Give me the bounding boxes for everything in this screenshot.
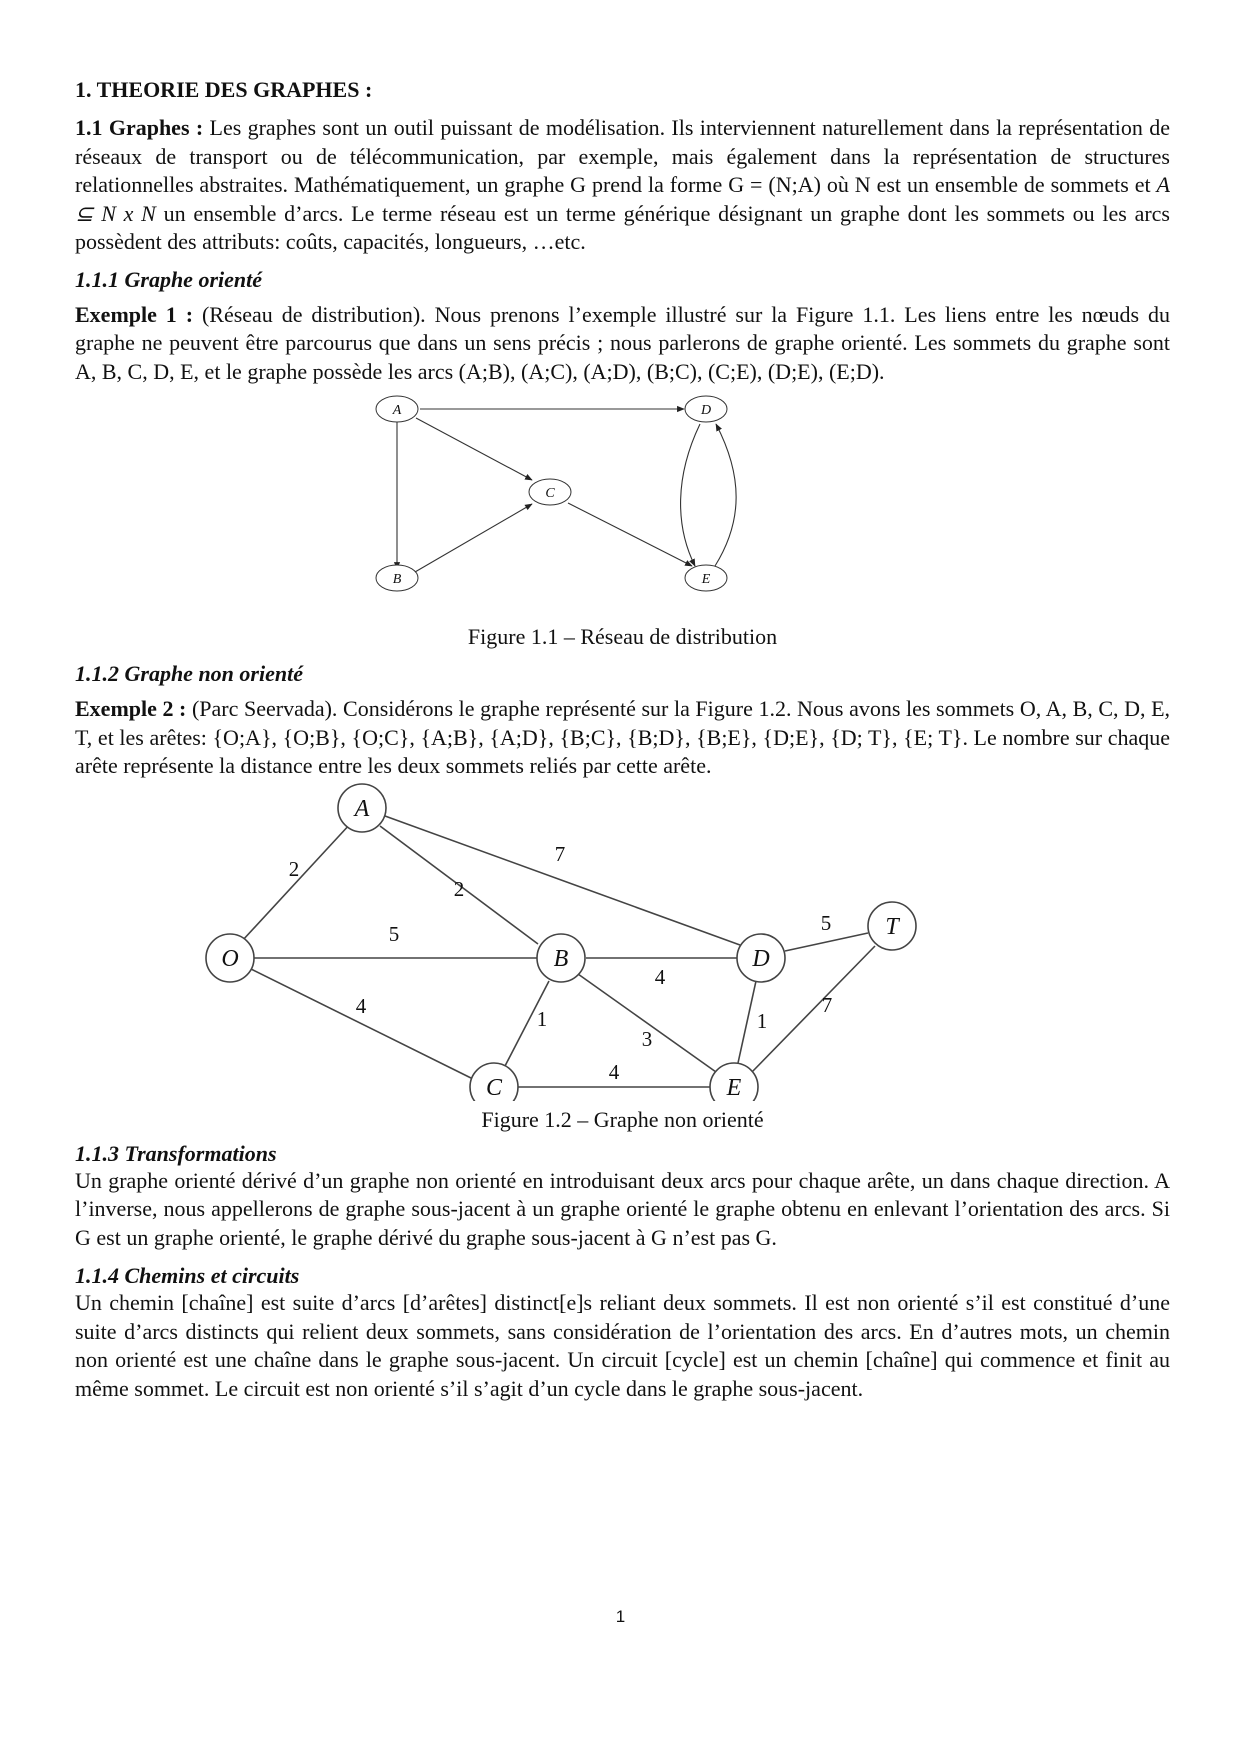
figure-1-1: [75, 386, 1170, 651]
heading-chemins-circuits: 1.1.4 Chemins et circuits: [75, 1263, 300, 1288]
weight-a-d: 7: [554, 841, 566, 866]
node-d-label-2: D: [752, 945, 770, 972]
weight-a-b: 2: [453, 876, 465, 901]
weight-b-e: 3: [641, 1026, 653, 1051]
heading-graphe-oriente: 1.1.1 Graphe orienté: [75, 266, 262, 292]
edge-a-d: [385, 816, 740, 945]
text-graphes-a: Les graphes sont un outil puissant de modélisation. Ils interviennent naturellement dans la représentation de réseaux de transport ou de télécommunication, par exemple, mais également dans la représentation de structures relationnelles abstraites. Mathématiquement, un graphe G prend la forme G = (N;A) où N est un ensemble de sommets et: [75, 115, 1170, 197]
arc-a-c: [416, 418, 532, 480]
arc-b-c: [415, 504, 532, 572]
text-exemple-1: (Réseau de distribution). Nous prenons l’exemple illustré sur la Figure 1.1. Les liens entre les nœuds du graphe ne peuvent être parcourus que dans un sens précis ; nous parlerons de graphe orienté. Les sommets du graphe sont A, B, C, D, E, et le graphe possède les arcs (A;B), (A;C), (A;D), (B;C), (C;E), (D;E), (E;D).: [75, 301, 1170, 384]
edge-d-e: [738, 981, 756, 1063]
document-page: [75, 76, 1170, 1403]
weight-e-t: 7: [821, 992, 833, 1017]
arc-c-e: [568, 503, 692, 566]
weight-o-b: 5: [388, 921, 400, 946]
weight-o-a: 2: [288, 856, 300, 881]
heading-transformations: 1.1.3 Transformations: [75, 1140, 277, 1166]
label-exemple-2: Exemple 2 :: [75, 696, 187, 721]
text-graphes-b: un ensemble d’arcs. Le terme réseau est un terme générique désignant un graphe dont les sommets ou les arcs possèdent des attributs: coûts, capacités, longueurs, …etc.: [75, 200, 1170, 254]
paragraph-exemple-2: [75, 695, 1170, 781]
node-t-label: T: [885, 913, 899, 940]
node-d-label: D: [700, 403, 712, 418]
weight-d-e: 1: [756, 1008, 768, 1033]
undirected-graph: [75, 781, 1170, 1101]
weight-c-e: 4: [608, 1059, 620, 1084]
directed-graph: [75, 386, 1170, 618]
paragraph-transformations: Un graphe orienté dérivé d’un graphe non orienté en introduisant deux arcs pour chaque arête, un dans chaque direction. A l’inverse, nous appellerons de graphe sous-jacent à un graphe orienté le graphe obtenu en enlevant l’orientation des arcs. Si G est un graphe orienté, le graphe dérivé du graphe sous-jacent à G n’est pas G.: [75, 1167, 1170, 1250]
node-e-label-2: E: [726, 1074, 742, 1101]
weight-b-c: 1: [536, 1006, 548, 1031]
arc-e-d: [715, 424, 736, 566]
arc-d-e: [681, 424, 700, 566]
weight-d-t: 5: [820, 910, 832, 935]
node-e-label: E: [701, 572, 711, 587]
node-o-label: O: [221, 945, 239, 972]
paragraph-exemple-1: [75, 301, 1170, 387]
node-c-label: C: [545, 486, 555, 501]
node-a-label-2: A: [354, 795, 370, 822]
text-exemple-2: (Parc Seervada). Considérons le graphe représenté sur la Figure 1.2. Nous avons les sommets O, A, B, C, D, E, T, et les arêtes: {O;A}, {O;B}, {O;C}, {A;B}, {A;D}, {B;C}, {B;D}, {B;E}, {D;E}, {D; T}, {E; T}. Le nombre sur chaque arête représente la distance entre les deux sommets reliés par cette arête.: [75, 696, 1171, 778]
edge-b-e: [578, 974, 716, 1072]
weight-o-c: 4: [355, 993, 367, 1018]
caption-figure-1-1: Figure 1.1 – Réseau de distribution: [467, 624, 778, 649]
label-graphes: 1.1 Graphes :: [75, 115, 204, 140]
caption-figure-1-2: Figure 1.2 – Graphe non orienté: [481, 1106, 764, 1132]
page-number: 1: [615, 1607, 626, 1626]
figure-1-2: [75, 781, 1170, 1134]
heading-graphe-non-oriente: 1.1.2 Graphe non orienté: [75, 661, 303, 686]
paragraph-graphes: [75, 114, 1170, 257]
edge-d-t: [785, 933, 868, 951]
edge-o-c: [251, 969, 473, 1079]
node-a-label: A: [392, 403, 402, 418]
edge-o-a: [242, 823, 351, 941]
main-heading: 1. THEORIE DES GRAPHES :: [75, 77, 373, 102]
paragraph-chemins-circuits: Un chemin [chaîne] est suite d’arcs [d’arêtes] distinct[e]s reliant deux sommets. Il est non orienté s’il est constitué d’une suite d’arcs distincts qui relient deux sommets, sans considération de l’orientation des arcs. En d’autres mots, un chemin non orienté est une chaîne dans le graphe sous-jacent. Un circuit [cycle] est un chemin [chaîne] qui commence et finit au même sommet. Le circuit est non orienté s’il s’agit d’un cycle dans le graphe sous-jacent.: [75, 1290, 1170, 1401]
math-expression: A ⊆ N x N: [75, 172, 1170, 226]
node-b-label: B: [392, 572, 402, 587]
weight-b-d: 4: [654, 964, 666, 989]
node-b-label-2: B: [553, 945, 569, 972]
node-c-label-2: C: [485, 1074, 503, 1101]
label-exemple-1: Exemple 1 :: [75, 301, 194, 327]
